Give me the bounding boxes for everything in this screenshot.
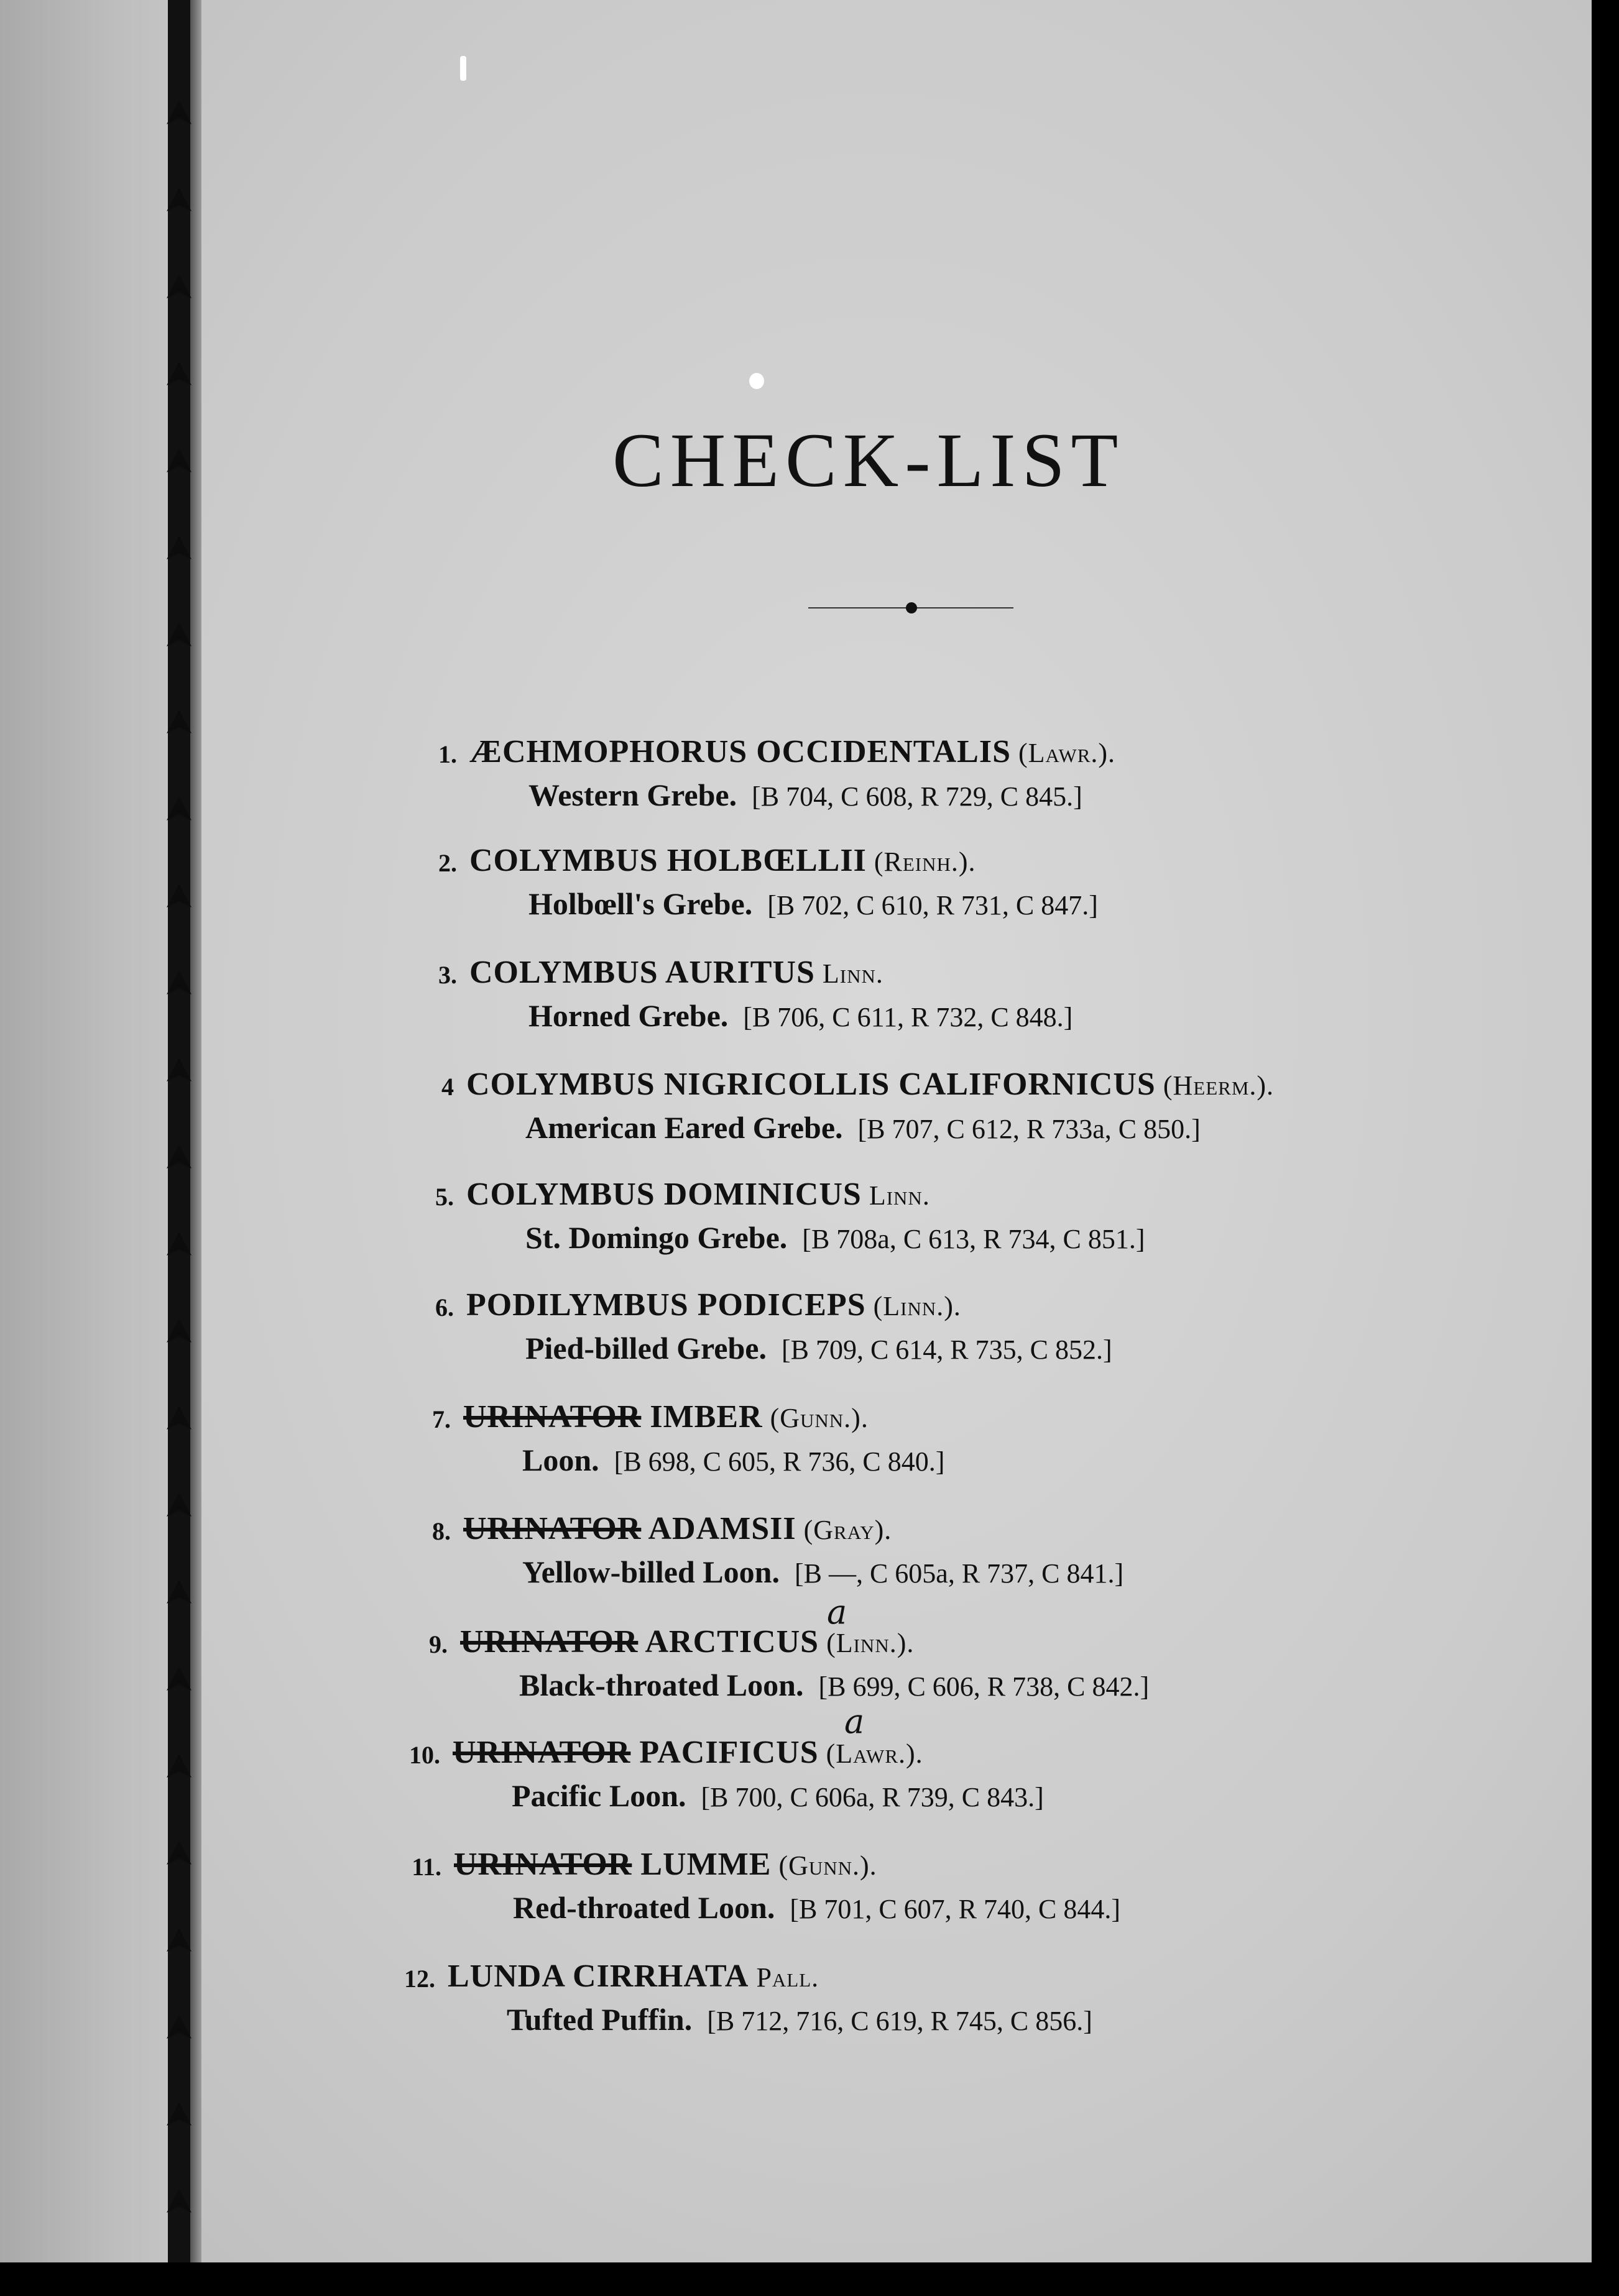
scan-border-right: [1592, 0, 1619, 2296]
common-name: Loon.: [522, 1443, 599, 1477]
species-epithet: PACIFICUS: [630, 1735, 819, 1770]
common-name: American Eared Grebe.: [525, 1110, 843, 1145]
catalog-references: [B 704, C 608, R 729, C 845.]: [752, 781, 1082, 812]
common-name-line: [522, 1554, 1123, 1590]
scientific-name: [463, 1398, 869, 1435]
binomial: COLYMBUS HOLBŒLLII: [469, 843, 867, 878]
binomial: ÆCHMOPHORUS OCCIDENTALIS: [469, 734, 1012, 769]
scientific-name: [469, 954, 883, 991]
struck-genus: URINATOR: [453, 1735, 631, 1770]
stitch-mark: [163, 2188, 195, 2220]
stitch-mark: [163, 535, 195, 567]
scientific-name: [466, 1287, 961, 1323]
checklist-entry: [407, 954, 1526, 1041]
common-name: Black-throated Loon.: [519, 1668, 804, 1702]
scientific-name: [469, 842, 976, 879]
stitch-mark: [163, 273, 195, 306]
struck-genus: URINATOR: [460, 1624, 639, 1660]
authority: (Linn.).: [873, 1291, 961, 1321]
common-name: Pied-billed Grebe.: [525, 1331, 767, 1366]
page-title: CHECK-LIST: [612, 418, 1125, 503]
checklist-entry: [390, 1734, 1510, 1821]
stitch-mark: [163, 1318, 195, 1350]
common-name-line: [525, 1330, 1112, 1366]
authority: (Lawr.).: [826, 1738, 923, 1769]
catalog-references: [B —, C 605a, R 737, C 841.]: [794, 1558, 1124, 1589]
checklist-entry: [401, 1398, 1520, 1486]
authority: Linn.: [869, 1180, 930, 1211]
binomial: PODILYMBUS PODICEPS: [466, 1287, 866, 1323]
entry-number: 8.: [432, 1517, 451, 1545]
catalog-references: [B 701, C 607, R 740, C 844.]: [790, 1894, 1121, 1924]
entry-number: 5.: [435, 1183, 454, 1211]
stitch-mark: [163, 448, 195, 480]
common-name-line: [507, 2001, 1092, 2037]
binomial: COLYMBUS NIGRICOLLIS CALIFORNICUS: [466, 1067, 1156, 1102]
stitch-mark: [163, 1231, 195, 1263]
stitch-mark: [163, 1144, 195, 1176]
common-name: Holbœll's Grebe.: [528, 886, 753, 921]
struck-genus: URINATOR: [463, 1511, 642, 1546]
stitch-mark: [163, 1927, 195, 1959]
stitch-mark: [163, 1666, 195, 1698]
checklist-entry: [407, 842, 1526, 929]
scientific-name: [466, 1176, 930, 1213]
facing-page-strip: [0, 0, 187, 2262]
catalog-references: [B 699, C 606, R 738, C 842.]: [818, 1671, 1150, 1702]
checklist-entry: [392, 1846, 1511, 1933]
stitch-mark: [163, 970, 195, 1002]
paper-speck: [749, 373, 764, 389]
authority: (Gunn.).: [778, 1850, 877, 1881]
authority: (Lawr.).: [1018, 738, 1116, 768]
stitch-mark: [163, 2014, 195, 2046]
title-rule-ornament: [906, 602, 917, 613]
scientific-name: [463, 1510, 892, 1547]
binomial: LUNDA CIRRHATA: [448, 1958, 749, 1994]
checklist-entry: [407, 733, 1526, 820]
scientific-name: [454, 1846, 877, 1883]
authority: (Reinh.).: [874, 847, 976, 877]
species-epithet: ARCTICUS: [638, 1624, 819, 1660]
authority: Pall.: [756, 1962, 819, 1993]
common-name-line: [528, 777, 1082, 813]
paper-speck: [460, 56, 466, 81]
checklist-entry: [385, 1958, 1505, 2045]
catalog-references: [B 706, C 611, R 732, C 848.]: [743, 1002, 1073, 1032]
stitch-mark: [163, 883, 195, 915]
common-name: Horned Grebe.: [528, 998, 729, 1033]
entry-number: 10.: [409, 1741, 440, 1769]
authority: (Gunn.).: [770, 1403, 869, 1433]
checklist-entry: [398, 1623, 1517, 1711]
checklist-entry: [404, 1066, 1523, 1153]
common-name: Red-throated Loon.: [513, 1890, 775, 1925]
common-name: Western Grebe.: [528, 778, 737, 812]
stitch-mark: [163, 99, 195, 132]
entry-number: 6.: [435, 1293, 454, 1321]
authority: (Linn.).: [826, 1628, 915, 1658]
scan-border-bottom: [0, 2262, 1619, 2296]
stitch-mark: [163, 1405, 195, 1437]
scientific-name: [469, 733, 1115, 770]
binomial: COLYMBUS DOMINICUS: [466, 1177, 862, 1212]
checklist-entry: [401, 1510, 1520, 1597]
entry-number: 12.: [404, 1965, 435, 1993]
catalog-references: [B 702, C 610, R 731, C 847.]: [767, 890, 1098, 921]
stitch-mark: [163, 709, 195, 741]
stitch-mark: [163, 2101, 195, 2133]
catalog-references: [B 698, C 605, R 736, C 840.]: [614, 1446, 945, 1477]
stitch-mark: [163, 1057, 195, 1089]
entry-number: 3.: [438, 961, 457, 989]
common-name: Tufted Puffin.: [507, 2002, 693, 2037]
entry-number: 9.: [429, 1630, 448, 1658]
species-epithet: LUMME: [632, 1847, 772, 1882]
binding-gutter: [168, 0, 190, 2262]
common-name-line: [513, 1890, 1120, 1926]
stitch-mark: [163, 1840, 195, 1872]
species-epithet: ADAMSII: [641, 1511, 796, 1546]
stitch-mark: [163, 622, 195, 654]
common-name-line: [525, 1219, 1145, 1256]
common-name-line: [519, 1667, 1149, 1703]
entry-number: 2.: [438, 849, 457, 877]
common-name-line: [528, 886, 1098, 922]
authority: (Heerm.).: [1163, 1070, 1275, 1101]
species-epithet: IMBER: [641, 1399, 763, 1435]
stitch-mark: [163, 186, 195, 219]
stitch-mark: [163, 1753, 195, 1785]
entry-number: 1.: [438, 740, 457, 768]
stitch-mark: [163, 1579, 195, 1611]
struck-genus: URINATOR: [454, 1847, 632, 1882]
handwritten-annotation-a: a: [844, 1702, 865, 1741]
catalog-references: [B 707, C 612, R 733a, C 850.]: [857, 1114, 1201, 1144]
scientific-name: [448, 1958, 819, 1995]
common-name-line: [522, 1442, 944, 1478]
checklist-entry: [404, 1176, 1523, 1263]
catalog-references: [B 709, C 614, R 735, C 852.]: [781, 1334, 1112, 1365]
scientific-name: [466, 1066, 1274, 1103]
common-name-line: [512, 1778, 1044, 1814]
entry-number: 11.: [412, 1853, 441, 1881]
catalog-references: [B 708a, C 613, R 734, C 851.]: [802, 1224, 1145, 1254]
common-name: Pacific Loon.: [512, 1778, 686, 1813]
catalog-references: [B 700, C 606a, R 739, C 843.]: [701, 1782, 1044, 1812]
common-name-line: [525, 1109, 1201, 1146]
struck-genus: URINATOR: [463, 1399, 642, 1435]
stitch-mark: [163, 1492, 195, 1524]
handwritten-annotation-a: a: [827, 1592, 847, 1632]
authority: (Gray).: [803, 1515, 892, 1545]
common-name: St. Domingo Grebe.: [525, 1220, 788, 1255]
binomial: COLYMBUS AURITUS: [469, 955, 815, 990]
entry-number: 4: [441, 1073, 454, 1101]
stitch-mark: [163, 796, 195, 828]
authority: Linn.: [822, 958, 883, 989]
entry-number: 7.: [432, 1405, 451, 1433]
stitch-mark: [163, 360, 195, 393]
catalog-references: [B 712, 716, C 619, R 745, C 856.]: [707, 2006, 1092, 2036]
binding-edge: [190, 0, 201, 2262]
checklist-entry: [404, 1287, 1523, 1374]
common-name-line: [528, 998, 1072, 1034]
common-name: Yellow-billed Loon.: [522, 1554, 780, 1589]
